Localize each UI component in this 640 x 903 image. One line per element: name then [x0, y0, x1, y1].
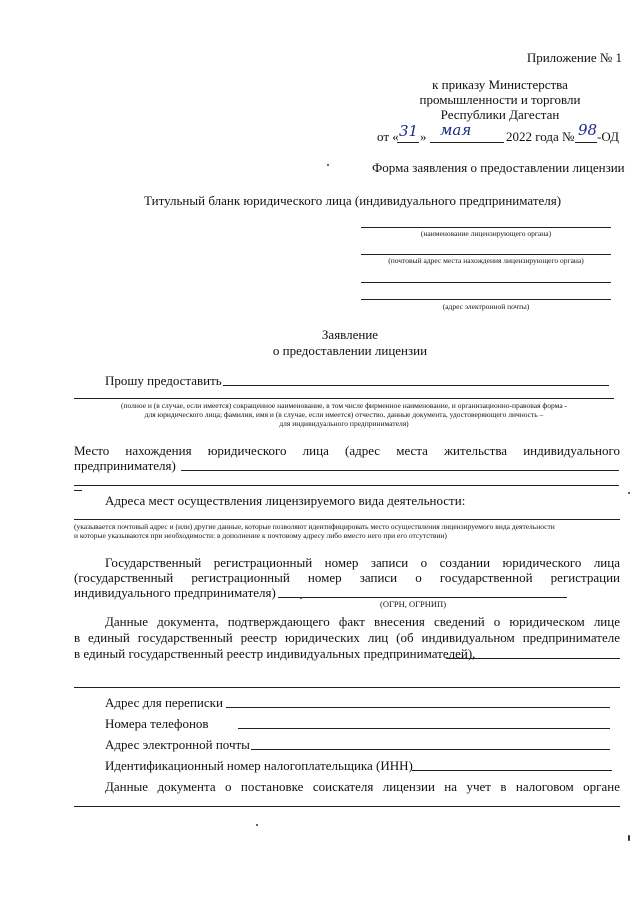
request-note-3: для индивидуального предпринимателя): [279, 419, 409, 428]
document-line-3: в единый государственный реестр индивидуальных предпринимателей),: [74, 646, 476, 661]
date-prefix: от «: [377, 129, 399, 144]
tax-line-1: Данные документа о постановке соискателя лицензии на учет в налоговом органе: [105, 779, 620, 794]
order-number: 98: [578, 121, 598, 139]
phones-label: Номера телефонов: [105, 716, 209, 731]
authority-name-caption: (наименование лицензирующего органа): [420, 229, 552, 238]
title-sheet: Титульный бланк юридического лица (индивидуального предпринимателя): [144, 193, 562, 208]
order-reference: [400, 77, 600, 122]
authority-address-caption: (почтовый адрес места нахождения лицензирующего органа): [388, 256, 584, 265]
form-title: Форма заявления о предоставлении лицензии: [372, 160, 625, 175]
mail-address-label: Адрес для переписки: [105, 695, 223, 710]
order-line-3: Республики Дагестан: [440, 107, 560, 122]
statement-subtitle: о предоставлении лицензии: [272, 343, 428, 358]
date-day: 31: [399, 122, 419, 140]
phones-field: [238, 728, 610, 729]
date-mid: »: [420, 129, 427, 144]
document-line-1: Данные документа, подтверждающего факт внесения сведений о юридическом лице: [105, 614, 620, 629]
authority-email-caption: (адрес электронной почты): [442, 302, 530, 311]
appendix-number: Приложение № 1: [526, 50, 622, 65]
registration-line-1: Государственный регистрационный номер записи о создании юридического лица: [105, 555, 620, 570]
activity-note-2: и которые указываются при необходимости: в дополнение к почтовому адресу либо вместо него при его отсутствии): [74, 531, 447, 540]
statement-title: Заявление: [321, 327, 379, 342]
registration-line-2: (государственный регистрационный номер записи о государственной регистрации: [74, 570, 620, 585]
activity-addresses-label: Адреса мест осуществления лицензируемого вида деятельности:: [105, 493, 466, 508]
date-year: 2022 года №: [506, 129, 575, 144]
order-suffix: -ОД: [597, 129, 619, 144]
location-line-2: предпринимателя): [74, 458, 176, 473]
document-line-2: в единый государственный реестр юридических лиц (об индивидуальном предпринимателе: [74, 630, 620, 645]
email-label: Адрес электронной почты: [105, 737, 250, 752]
inn-field: [412, 770, 612, 771]
order-line-2: промышленности и торговли: [419, 92, 581, 107]
registration-line-3: индивидуального предпринимателя): [74, 585, 276, 600]
request-note-1: (полное и (в случае, если имеется) сокращенное наименование, в том числе фирменное наименование, и организационно-правовая форма -: [120, 401, 568, 410]
date-month: мая: [440, 121, 472, 139]
ogrn-caption: (ОГРН, ОГРНИП): [380, 599, 447, 609]
location-line-1: Место нахождения юридического лица (адрес места жительства индивидуального: [74, 443, 620, 458]
request-label: Прошу предоставить: [105, 373, 222, 388]
activity-note-1: (указывается почтовый адрес и (или) другие данные, которые позволяют идентифицировать место осуществления лицензируемого вида деятельности: [74, 522, 555, 531]
inn-label: Идентификационный номер налогоплательщика (ИНН): [105, 758, 413, 773]
mail-address-field: [226, 707, 610, 708]
request-note-2: для юридического лица; фамилия, имя и (в случае, если имеется) отчество, данные документа, удостоверяющего личность –: [144, 410, 544, 419]
email-field: [251, 749, 610, 750]
order-line-1: к приказу Министерства: [432, 77, 568, 92]
